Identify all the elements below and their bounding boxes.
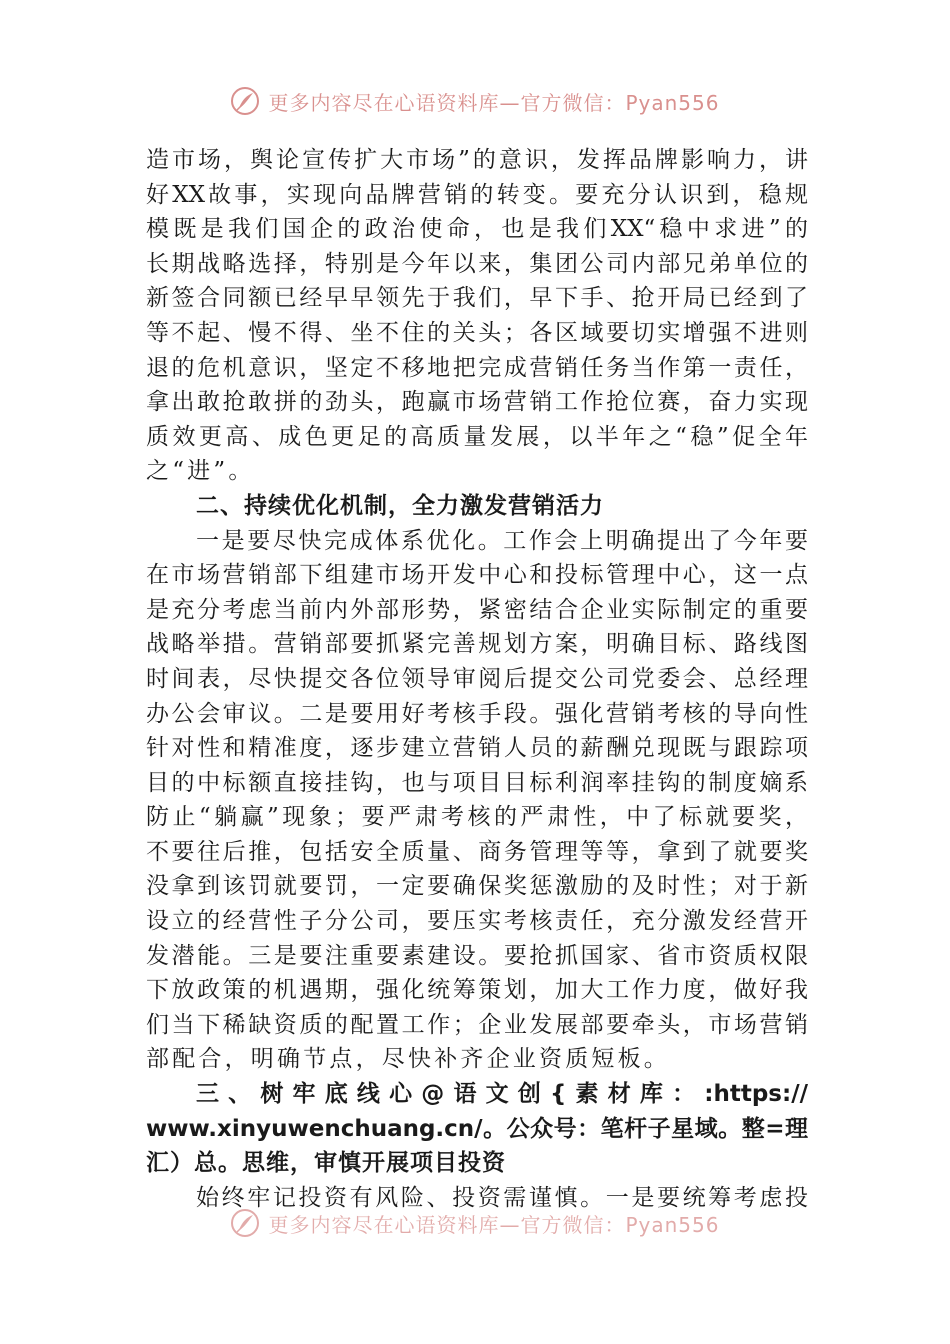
paragraph-line: 好XX故事，实现向品牌营销的转变。要充分认识到，稳规 [146, 181, 808, 208]
section-heading-3-line: www.xinyuwenchuang.cn/。公众号：笔杆子星域。整=理 [146, 1115, 808, 1142]
paragraph-line: 模既是我们国企的政治使命，也是我们XX“稳中求进”的 [146, 216, 808, 243]
feather-logo-icon [230, 1208, 260, 1238]
paragraph-line: 造市场，舆论宣传扩大市场”的意识，发挥品牌影响力，讲 [146, 147, 808, 173]
paragraph-line: 始终牢记投资有风险、投资需谨慎。一是要统筹考虑投 [196, 1184, 808, 1211]
section-heading-3-line: 三、树牢底线心@语文创{素材库：:https:// [196, 1081, 808, 1108]
paragraph-line: 等不起、慢不得、坐不住的关头；各区域要切实增强不进则 [146, 319, 808, 346]
paragraph-line: 在市场营销部下组建市场开发中心和投标管理中心，这一点 [146, 562, 808, 589]
paragraph-line: 防止“躺赢”现象；要严肃考核的严肃性，中了标就要奖， [146, 804, 808, 831]
paragraph-line: 没拿到该罚就要罚，一定要确保奖惩激励的及时性；对于新 [146, 873, 808, 900]
feather-logo-icon [230, 86, 260, 116]
paragraph-line: 下放政策的机遇期，强化统筹策划，加大工作力度，做好我 [146, 977, 808, 1004]
section-heading-3-line: 汇）总。思维，审慎开展项目投资 [146, 1150, 506, 1177]
paragraph-line: 发潜能。三是要注重要素建设。要抢抓国家、省市资质权限 [146, 942, 808, 969]
paragraph-line: 战略举措。营销部要抓紧完善规划方案，明确目标、路线图 [146, 631, 808, 658]
paragraph-line: 设立的经营性子分公司，要压实考核责任，充分激发经营开 [146, 908, 808, 935]
paragraph-line: 针对性和精准度，逐步建立营销人员的薪酬兑现既与跟踪项 [146, 735, 808, 762]
paragraph-line: 质效更高、成色更足的高质量发展，以半年之“稳”促全年 [146, 423, 808, 450]
paragraph-line: 们当下稀缺资质的配置工作；企业发展部要牵头，市场营销 [146, 1011, 808, 1038]
paragraph-line: 一是要尽快完成体系优化。工作会上明确提出了今年要 [196, 527, 808, 554]
watermark-text: 更多内容尽在心语资料库—官方微信：Pyan556 [268, 90, 720, 115]
paragraph-line: 部配合，明确节点，尽快补齐企业资质短板。 [146, 1046, 670, 1073]
watermark-text: 更多内容尽在心语资料库—官方微信：Pyan556 [268, 1212, 720, 1237]
paragraph-line: 新签合同额已经早早领先于我们，早下手、抢开局已经到了 [146, 285, 808, 312]
watermark-header [0, 86, 950, 116]
paragraph-line: 拿出敢抢敢拼的劲头，跑赢市场营销工作抢位赛，奋力实现 [146, 389, 808, 416]
watermark-footer [0, 1208, 950, 1238]
paragraph-line: 时间表，尽快提交各位领导审阅后提交公司党委会、总经理 [146, 665, 808, 692]
paragraph-line: 目的中标额直接挂钩，也与项目目标利润率挂钩的制度嫡系 [146, 769, 808, 796]
paragraph-line: 办公会审议。二是要用好考核手段。强化营销考核的导向性 [146, 700, 808, 727]
paragraph-line: 不要往后推，包括安全质量、商务管理等等，拿到了就要奖 [146, 838, 808, 865]
paragraph-line: 是充分考虑当前内外部形势，紧密结合企业实际制定的重要 [146, 596, 808, 623]
paragraph-line: 退的危机意识，坚定不移地把完成营销任务当作第一责任， [146, 354, 808, 381]
paragraph-line: 之“进”。 [146, 458, 255, 485]
paragraph-line: 长期战略选择，特别是今年以来，集团公司内部兄弟单位的 [146, 250, 808, 277]
section-heading-2: 二、持续优化机制，全力激发营销活力 [196, 492, 604, 519]
document-body [146, 143, 808, 1215]
